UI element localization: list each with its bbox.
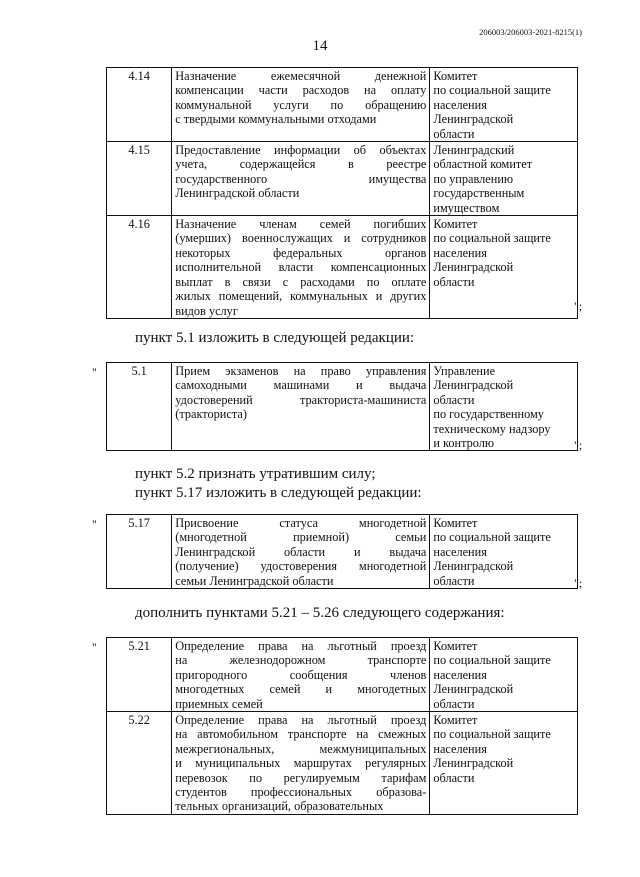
description-line: коммунальной услуги по обращению (175, 97, 427, 112)
authority-line: населения (433, 97, 487, 112)
authority-line: Ленинградской (433, 756, 514, 771)
description-line: межрегиональных, межмуниципальных (175, 741, 427, 756)
authority-line: Ленинградской (433, 682, 514, 697)
closing-quote-3: "; (574, 576, 583, 590)
authority-line: Ленинградской (433, 559, 514, 574)
item-number: 5.21 (107, 638, 172, 712)
description-line: Назначение членам семей погибших (175, 217, 427, 232)
authority-line: по социальной защите (433, 83, 551, 98)
description-line: Ленинградской области и выдача (175, 544, 427, 559)
authority-line: по социальной защите (433, 530, 551, 545)
description-line: учета, содержащейся в реестре (175, 157, 427, 172)
responsible-authority (430, 216, 578, 319)
description-line: с твердыми коммунальными отходами (175, 112, 377, 127)
description-line: компенсации части расходов на оплату (175, 83, 427, 98)
opening-quote-4: " (92, 640, 97, 654)
description-line: жилых помещений, коммунальных и других (175, 289, 427, 304)
paragraph-5-2: пункт 5.2 признать утратившим силу; (135, 466, 376, 482)
service-description (172, 638, 430, 712)
item-number: 4.14 (107, 68, 172, 142)
service-description (172, 712, 430, 815)
description-line: (умерших) военнослужащих и сотрудников (175, 231, 427, 246)
description-line: некоторых федеральных органов (175, 245, 427, 260)
description-line: Прием экзаменов на право управления (175, 364, 427, 378)
opening-quote-2: " (92, 365, 97, 379)
description-line: многодетных семей и многодетных (175, 682, 427, 697)
authority-line: техническому надзору (433, 421, 551, 436)
authority-line: Комитет (433, 713, 478, 728)
description-line: (многодетной приемной) семьи (175, 530, 427, 545)
page-number: 14 (312, 38, 328, 54)
service-description (172, 363, 430, 451)
authority-line: Управление (433, 364, 496, 378)
table-row (107, 216, 578, 319)
description-line: студентов профессиональных образова- (175, 785, 427, 800)
item-number: 5.1 (107, 363, 172, 451)
responsible-authority (430, 142, 578, 216)
responsible-authority (430, 712, 578, 815)
services-table-1 (106, 67, 578, 319)
description-line: Определение права на льготный проезд (175, 639, 427, 653)
item-number: 5.17 (107, 515, 172, 589)
description-line: исполнительной власти компенсационных (175, 260, 427, 275)
document-id: 206003/206003-2021-8215(1) (479, 27, 582, 37)
closing-quote-1: "; (574, 299, 583, 313)
description-line: пригородного сообщения членов (175, 667, 427, 682)
responsible-authority (430, 638, 578, 712)
authority-line: по социальной защите (433, 727, 551, 742)
description-line: (тракториста) (175, 407, 247, 422)
authority-line: Комитет (433, 69, 478, 83)
authority-line: государственным (433, 186, 525, 201)
description-line: Присвоение статуса многодетной (175, 516, 427, 530)
description-line: на автомобильном транспорте на смежных (175, 727, 427, 742)
authority-line: по государственному (433, 407, 544, 422)
authority-line: населения (433, 544, 487, 559)
description-line: на железнодорожном транспорте (175, 653, 427, 668)
description-line: и муниципальных маршрутах регулярных (175, 756, 427, 771)
description-line: Назначение ежемесячной денежной (175, 69, 427, 83)
responsible-authority (430, 363, 578, 451)
authority-line: Ленинградской (433, 112, 514, 127)
paragraph-5-1: пункт 5.1 изложить в следующей редакции: (135, 330, 415, 346)
services-table-4 (106, 637, 578, 815)
description-line: тельных организаций, образовательных (175, 799, 384, 814)
description-line: (получение) удостоверения многодетной (175, 559, 427, 574)
responsible-authority (430, 515, 578, 589)
authority-line: Ленинградской (433, 260, 514, 275)
item-number: 4.16 (107, 216, 172, 319)
item-number: 4.15 (107, 142, 172, 216)
authority-line: области (433, 126, 475, 141)
description-line: удостоверений тракториста-машиниста (175, 392, 427, 407)
description-line: государственного имущества (175, 171, 427, 186)
paragraph-5-17: пункт 5.17 изложить в следующей редакции: (135, 485, 422, 501)
description-line: приемных семей (175, 696, 263, 711)
table-row (107, 142, 578, 216)
description-line: Предоставление информации об объектах (175, 143, 427, 158)
authority-line: по управлению (433, 171, 514, 186)
table-row (107, 515, 578, 589)
authority-line: Комитет (433, 516, 478, 530)
authority-line: Ленинградской (433, 378, 514, 393)
closing-quote-2: "; (574, 438, 583, 452)
service-description (172, 142, 430, 216)
authority-line: населения (433, 667, 487, 682)
authority-line: области (433, 573, 475, 588)
authority-line: области (433, 696, 475, 711)
description-line: выплат в связи с расходами по оплате (175, 274, 427, 289)
description-line: видов услуг (175, 303, 238, 318)
authority-line: имуществом (433, 200, 500, 215)
services-table-2 (106, 362, 578, 451)
service-description (172, 216, 430, 319)
authority-line: по социальной защите (433, 653, 551, 668)
table-row (107, 68, 578, 142)
table-row (107, 712, 578, 815)
authority-line: Ленинградский (433, 143, 515, 158)
authority-line: области (433, 274, 475, 289)
authority-line: Комитет (433, 217, 478, 232)
service-description (172, 68, 430, 142)
paragraph-5-21-5-26: дополнить пунктами 5.21 – 5.26 следующего содержания: (135, 605, 505, 621)
description-line: семьи Ленинградской области (175, 573, 334, 588)
table-row (107, 363, 578, 451)
item-number: 5.22 (107, 712, 172, 815)
description-line: Ленинградской области (175, 186, 300, 201)
authority-line: по социальной защите (433, 231, 551, 246)
description-line: перевозок по регулируемым тарифам (175, 770, 427, 785)
service-description (172, 515, 430, 589)
authority-line: Комитет (433, 639, 478, 653)
description-line: Определение права на льготный проезд (175, 713, 427, 728)
description-line: самоходными машинами и выдача (175, 378, 427, 393)
authority-line: и контролю (433, 436, 495, 451)
responsible-authority (430, 68, 578, 142)
table-row (107, 638, 578, 712)
opening-quote-3: " (92, 517, 97, 531)
authority-line: населения (433, 245, 487, 260)
authority-line: области (433, 770, 475, 785)
authority-line: населения (433, 741, 487, 756)
authority-line: области (433, 392, 475, 407)
services-table-3 (106, 514, 578, 589)
authority-line: областной комитет (433, 157, 533, 172)
